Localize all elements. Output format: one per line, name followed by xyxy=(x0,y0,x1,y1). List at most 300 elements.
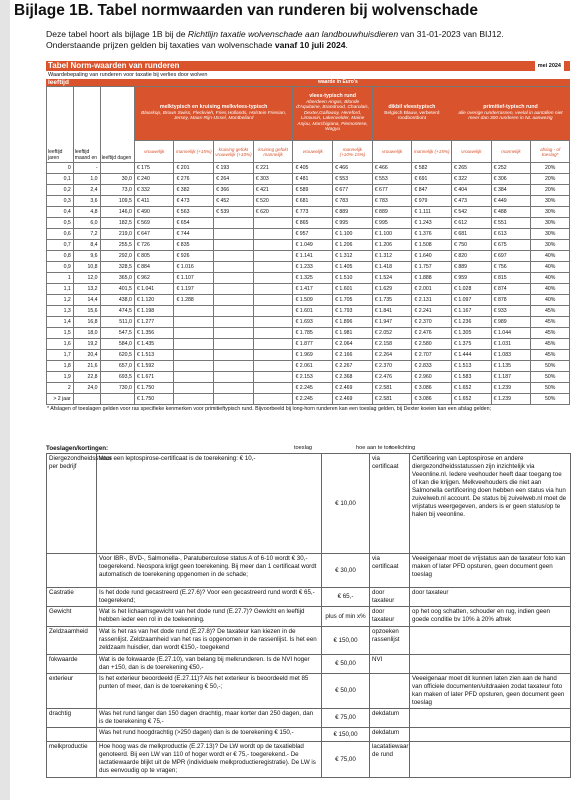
table-cell: 9,6 xyxy=(73,251,100,262)
table-row xyxy=(47,196,570,207)
table-cell: 45% xyxy=(531,350,570,361)
table-cell: € 563 xyxy=(174,207,214,218)
table-cell: € 1.785 xyxy=(293,328,333,339)
subheader-cell: vrouwelijk xyxy=(293,141,333,163)
table-cell: € 332 xyxy=(134,185,174,196)
table-cell: € 1.031 xyxy=(491,339,531,350)
table-cell: € 884 xyxy=(134,262,174,273)
group-primitive xyxy=(452,87,570,141)
surcharge-col-how: hoe aan te ton xyxy=(356,445,392,451)
table-cell xyxy=(253,218,293,229)
table-cell: 547,5 xyxy=(100,328,134,339)
table-row xyxy=(47,317,570,328)
table-cell: 73,0 xyxy=(100,185,134,196)
table-cell: € 322 xyxy=(452,174,492,185)
surcharge-note: door taxateur xyxy=(410,588,571,607)
table-cell: € 889 xyxy=(452,262,492,273)
table-cell: € 2.061 xyxy=(293,361,333,372)
table-cell: € 962 xyxy=(134,273,174,284)
table-cell: € 1.671 xyxy=(134,372,174,383)
table-cell: 4,8 xyxy=(73,207,100,218)
table-cell xyxy=(214,284,254,295)
table-cell: € 2.476 xyxy=(372,372,412,383)
table-group-header xyxy=(47,87,570,141)
table-cell: € 1.583 xyxy=(452,372,492,383)
table-cell: 30% xyxy=(531,207,570,218)
table-cell xyxy=(174,361,214,372)
table-cell: € 1.375 xyxy=(452,339,492,350)
table-cell: € 835 xyxy=(174,240,214,251)
table-cell: € 847 xyxy=(412,185,452,196)
table-cell xyxy=(100,394,134,405)
table-cell: 21,6 xyxy=(73,361,100,372)
surcharge-col-amount: toeslag xyxy=(294,445,313,451)
group-beef xyxy=(293,87,372,141)
table-cell: 0,1 xyxy=(47,174,74,185)
table-cell: 16,8 xyxy=(73,317,100,328)
table-cell: € 1.877 xyxy=(293,339,333,350)
table-cell xyxy=(214,218,254,229)
table-cell: € 2.469 xyxy=(333,394,373,405)
table-row xyxy=(47,262,570,273)
table-cell: € 995 xyxy=(333,218,373,229)
group-double-muscled-breeds: Belgisch Blauw, verbeterd roodbontbont xyxy=(384,110,440,122)
table-cell: € 620 xyxy=(253,207,293,218)
table-cell: € 481 xyxy=(293,174,333,185)
table-cell: € 677 xyxy=(333,185,373,196)
table-cell: 1,4 xyxy=(47,317,74,328)
table-cell: € 979 xyxy=(412,196,452,207)
table-cell xyxy=(253,229,293,240)
table-cell: 584,0 xyxy=(100,339,134,350)
table-cell: 0,5 xyxy=(47,218,74,229)
table-cell: 438,0 xyxy=(100,295,134,306)
table-cell: € 1.435 xyxy=(134,339,174,350)
table-cell: 219,0 xyxy=(100,229,134,240)
sheet-title-bar xyxy=(46,61,570,71)
group-beef-title: vlees-typisch rund xyxy=(309,92,356,99)
surcharge-cat: melkproductie xyxy=(47,742,97,778)
surcharge-row xyxy=(47,607,571,627)
table-cell xyxy=(174,317,214,328)
table-cell xyxy=(174,394,214,405)
table-cell xyxy=(174,328,214,339)
table-cell: € 1.312 xyxy=(372,251,412,262)
table-cell: 1,3 xyxy=(47,306,74,317)
table-cell: € 265 xyxy=(452,163,492,174)
table-cell xyxy=(214,295,254,306)
table-cell xyxy=(174,306,214,317)
table-cell: 13,2 xyxy=(73,284,100,295)
surcharge-how xyxy=(370,674,410,709)
table-cell: € 2.580 xyxy=(412,339,452,350)
table-cell: € 2.241 xyxy=(412,306,452,317)
table-cell: € 466 xyxy=(372,163,412,174)
subheader-cell: mannelijk (+15%) xyxy=(174,141,214,163)
table-cell xyxy=(253,361,293,372)
table-cell xyxy=(174,372,214,383)
table-cell: € 933 xyxy=(491,306,531,317)
table-cell: € 452 xyxy=(214,196,254,207)
table-cell: € 2.131 xyxy=(412,295,452,306)
surcharge-note: Veeeigenaar moet dit kunnen laten zien aan de hand van officiele documenten/uitdraaien zodat taxateur foto kan maken of later PFD opsturen, geen document geen toeslag xyxy=(410,674,571,709)
table-cell: 45% xyxy=(531,317,570,328)
table-row xyxy=(47,251,570,262)
table-cell xyxy=(214,394,254,405)
table-cell: 24,0 xyxy=(73,383,100,394)
table-cell: € 2.581 xyxy=(372,383,412,394)
table-cell: € 677 xyxy=(372,185,412,196)
table-cell: € 2.267 xyxy=(333,361,373,372)
surcharge-amt: plus of min x% xyxy=(322,607,370,627)
table-row xyxy=(47,372,570,383)
surcharge-desc: Hoe hoog was de melkproductie (E.27.13)? De LW wordt op de taxatieblad genoteerd. Bij een LW van 110 of hoger wordt er € 75,- toegerekend.- De lactatiewaarde blijkt uit de MPR (individuele melkproductieregistratie). De LW is dus eenvoudig op te vragen; xyxy=(97,742,322,778)
table-cell: € 473 xyxy=(174,196,214,207)
table-cell xyxy=(253,262,293,273)
table-cell: € 520 xyxy=(253,196,293,207)
table-cell xyxy=(214,383,254,394)
table-cell: € 1.601 xyxy=(293,306,333,317)
surcharge-table-body xyxy=(47,454,571,778)
table-cell: € 744 xyxy=(174,229,214,240)
table-cell: 109,5 xyxy=(100,196,134,207)
table-cell: € 1.135 xyxy=(491,361,531,372)
table-row xyxy=(47,174,570,185)
intro-line-2-end: . xyxy=(345,40,348,50)
surcharge-amt: € 50,00 xyxy=(322,674,370,709)
table-row xyxy=(47,328,570,339)
subheader-cell: mannelijk (+10%-15%) xyxy=(333,141,373,163)
table-cell: € 1.083 xyxy=(491,350,531,361)
table-cell: € 1.640 xyxy=(412,251,452,262)
table-cell xyxy=(214,361,254,372)
surcharge-cat: Castratie xyxy=(47,588,97,607)
table-cell: € 1.197 xyxy=(174,284,214,295)
table-cell: 1,0 xyxy=(73,174,100,185)
table-cell: 20,4 xyxy=(73,350,100,361)
table-cell: € 989 xyxy=(491,317,531,328)
surcharge-desc: Wat is de fokwaarde (E.27.10), van belang bij melkrunderen. Is de NVI hoger dan +150, dan is de toerekening €50,- xyxy=(97,655,322,674)
table-cell: € 201 xyxy=(174,163,214,174)
table-cell: € 2.370 xyxy=(372,361,412,372)
group-dairy-breeds: Blaarkop, Brown Swiss, Fleckvieh, Fries,Hollands, Holstein Friesian, Jersey, Maas-Rijn-IJssel, Montbeliard xyxy=(141,110,287,122)
table-cell: 328,5 xyxy=(100,262,134,273)
table-cell: 1,7 xyxy=(47,350,74,361)
subheader-cell: mannelijk (+15%) xyxy=(412,141,452,163)
surcharge-how: dekdatum xyxy=(370,709,410,728)
table-cell: € 1.418 xyxy=(372,262,412,273)
surcharge-how: NVI xyxy=(370,655,410,674)
table-cell: 0,8 xyxy=(47,251,74,262)
table-cell: € 889 xyxy=(333,207,373,218)
table-cell: € 1.044 xyxy=(491,328,531,339)
table-cell: € 1.206 xyxy=(372,240,412,251)
table-cell: € 2.052 xyxy=(372,328,412,339)
table-cell xyxy=(214,251,254,262)
table-cell: € 681 xyxy=(452,229,492,240)
surcharge-row xyxy=(47,655,571,674)
table-cell: € 691 xyxy=(412,174,452,185)
table-cell: € 449 xyxy=(491,196,531,207)
table-cell: € 1.757 xyxy=(412,262,452,273)
table-cell: € 466 xyxy=(333,163,373,174)
table-cell: € 366 xyxy=(214,185,254,196)
table-cell: € 1.325 xyxy=(293,273,333,284)
table-cell: € 1.444 xyxy=(452,350,492,361)
surcharge-amt: € 150,00 xyxy=(322,627,370,655)
surcharge-amt: € 10,00 xyxy=(322,454,370,554)
table-cell: € 264 xyxy=(214,174,254,185)
surcharge-amt: € 75,00 xyxy=(322,742,370,778)
table-cell: 1,1 xyxy=(47,284,74,295)
table-cell: € 2.001 xyxy=(412,284,452,295)
table-cell xyxy=(214,350,254,361)
norm-table-sheet xyxy=(46,61,570,414)
table-row xyxy=(47,240,570,251)
table-cell: € 1.167 xyxy=(452,306,492,317)
group-double-muscled-title: dikbil vleestypisch xyxy=(388,104,436,111)
table-cell: € 1.896 xyxy=(333,317,373,328)
table-cell: 40% xyxy=(531,273,570,284)
table-cell: € 1.097 xyxy=(452,295,492,306)
group-primitive-breeds: alle overige runderrassen, veelal in aantallen niet meer dan 300 runderen in NL aanwezig xyxy=(458,110,563,122)
surcharge-note xyxy=(410,742,571,778)
table-cell: € 1.652 xyxy=(452,394,492,405)
surcharge-col-explanation: toelichting xyxy=(390,445,416,451)
table-cell xyxy=(253,394,293,405)
surcharge-desc: Is het exterieur beoordeeld (E.27.11)? Als het exterieur is beoordeeld met 85 punten of meer, dan is de toerekening € 50,-; xyxy=(97,674,322,709)
table-cell: € 175 xyxy=(134,163,174,174)
table-cell: € 926 xyxy=(174,251,214,262)
table-cell: 1,5 xyxy=(47,328,74,339)
table-cell xyxy=(253,251,293,262)
table-cell: € 613 xyxy=(491,229,531,240)
table-cell: 693,5 xyxy=(100,372,134,383)
table-cell: € 1.888 xyxy=(412,273,452,284)
surcharge-how: lacatatiewaar de rund xyxy=(370,742,410,778)
surcharge-row xyxy=(47,742,571,778)
table-cell: € 1.750 xyxy=(134,383,174,394)
table-cell: € 1.750 xyxy=(134,394,174,405)
table-row xyxy=(47,273,570,284)
table-cell: € 1.120 xyxy=(134,295,174,306)
table-cell: € 252 xyxy=(491,163,531,174)
table-cell: 40% xyxy=(531,284,570,295)
age-bar-label: leeftijd xyxy=(48,79,69,86)
surcharge-desc: Wat is het ras van het dode rund (E.27.8)? De taxateur kan kiezen in de rassenlijst. Zeldzaamheid van het ras is opgenomen in de rassenlijst. Is het een zeldzaam huisdier, dan wordt €150,- toegekend xyxy=(97,627,322,655)
table-cell: 1,9 xyxy=(47,372,74,383)
table-cell: € 553 xyxy=(333,174,373,185)
table-cell: 2,4 xyxy=(73,185,100,196)
surcharge-note: Certificering van Leptospirose en andere diergezondheidsstatussen zijn inzichtelijk via Veeonline.nl. Iedere veehouder heeft daar toegang toe of kan die krijgen. Melkveehouders die niet aan Salmonella certificering doen hebben een status via hun zuivelweb.nl account. De status bij zuivelweb.nl moet de vrijstatus weergegeven, anders is er geen status/op te halen bij veeonline. xyxy=(410,454,571,554)
surcharge-row xyxy=(47,627,571,655)
sheet-title: Tabel Norm-waarden van runderen xyxy=(48,61,180,70)
table-cell: € 783 xyxy=(372,196,412,207)
table-cell: € 1.513 xyxy=(452,361,492,372)
table-cell: 3,6 xyxy=(73,196,100,207)
surcharge-note: Veeeigenaar moet de vrijstatus aan de taxateur foto kan maken of later PFD opsturen, geen document geen toeslag xyxy=(410,554,571,588)
table-cell: € 889 xyxy=(372,207,412,218)
table-cell: € 1.652 xyxy=(452,383,492,394)
table-cell: € 874 xyxy=(491,284,531,295)
table-cell xyxy=(214,317,254,328)
table-cell: € 2.368 xyxy=(333,372,373,383)
table-cell xyxy=(253,328,293,339)
table-cell: € 612 xyxy=(452,218,492,229)
table-cell: € 1.111 xyxy=(412,207,452,218)
surcharge-note: op het oog schatten, schouder en rug, indien geen goede conditie bv 10% à 20% aftrek xyxy=(410,607,571,627)
table-cell xyxy=(214,262,254,273)
table-row xyxy=(47,229,570,240)
table-cell: € 1.107 xyxy=(174,273,214,284)
table-cell xyxy=(253,339,293,350)
table-cell: 18,0 xyxy=(73,328,100,339)
table-cell: € 2.064 xyxy=(333,339,373,350)
table-cell: 30% xyxy=(531,196,570,207)
table-cell: € 726 xyxy=(134,240,174,251)
surcharge-cat: Diergezondheidsstatus per bedrijf xyxy=(47,454,97,554)
subheader-cell: mannelijk xyxy=(491,141,531,163)
table-cell: 20% xyxy=(531,163,570,174)
group-beef-breeds: Aberdeen Angus, Blonde d'Aquitaine, Brandrood, Charolais, Dexter,Galloway, Hereford, Limousin, Lakenvelder, Maine Anjou, Marchigiana, Piemontese, Wagyu xyxy=(296,99,370,133)
table-row xyxy=(47,306,570,317)
table-cell: € 1.312 xyxy=(333,251,373,262)
norm-table-body xyxy=(47,163,570,405)
table-cell: € 1.969 xyxy=(293,350,333,361)
table-cell: € 2.153 xyxy=(293,372,333,383)
table-cell: 50% xyxy=(531,361,570,372)
table-cell xyxy=(253,240,293,251)
group-primitive-title: primitief-typisch rund xyxy=(483,104,538,111)
subheader-cell: kruising gefokt mannelijk xyxy=(253,141,293,163)
table-cell: 511,0 xyxy=(100,317,134,328)
table-cell: 15,6 xyxy=(73,306,100,317)
table-cell: € 488 xyxy=(491,207,531,218)
intro-line-1-emphasis: Richtlijn taxatie wolvenschade aan landbouwhuisdieren xyxy=(187,29,399,39)
table-cell: 45% xyxy=(531,306,570,317)
intro-line-2-start: Onderstaande prijzen gelden bij taxaties van wolvenschade xyxy=(46,40,275,50)
table-cell: 2 xyxy=(47,383,74,394)
age-bar xyxy=(46,79,570,86)
surcharge-amt: € 150,00 xyxy=(322,728,370,742)
table-cell: - xyxy=(73,163,100,174)
surcharge-desc: Was het rund langer dan 150 dagen drachtig, maar korter dan 250 dagen, dan is de toerekening € 75,- xyxy=(97,709,322,728)
subheader-cell: vrouwelijk xyxy=(372,141,412,163)
surcharge-how: via certificaat xyxy=(370,554,410,588)
table-cell: € 1.236 xyxy=(452,317,492,328)
table-cell xyxy=(214,339,254,350)
table-cell: 30,0 xyxy=(100,174,134,185)
surcharge-how: via certificaat xyxy=(370,454,410,554)
surcharge-note xyxy=(410,627,571,655)
value-in-euro-label: waarde in Euro's xyxy=(318,79,358,85)
table-footnote: * Afslagen of toeslagen gelden voor ras specifieke kenmerken voor primitieftypisch rund. Bijvoorbeeld bij long-horn runderen kan een toeslag gelden, bij Dexter koeien kan een afslag gelden; xyxy=(47,406,492,412)
table-cell: € 1.841 xyxy=(372,306,412,317)
group-dairy xyxy=(134,87,293,141)
table-cell: € 1.509 xyxy=(293,295,333,306)
table-cell: € 1.100 xyxy=(333,229,373,240)
table-cell: € 820 xyxy=(452,251,492,262)
table-cell: € 865 xyxy=(293,218,333,229)
sheet-subtitle: Waardebepaling van runderen voor taxatie bij verlies door wolven xyxy=(48,72,208,78)
table-cell xyxy=(253,372,293,383)
table-cell: € 276 xyxy=(174,174,214,185)
table-cell: € 1.305 xyxy=(452,328,492,339)
table-cell: 365,0 xyxy=(100,273,134,284)
table-cell: 0,7 xyxy=(47,240,74,251)
table-cell: 50% xyxy=(531,394,570,405)
surcharge-how: door taxateur xyxy=(370,607,410,627)
surcharge-how: dekdatum xyxy=(370,728,410,742)
table-cell: € 2.581 xyxy=(372,394,412,405)
table-cell: € 654 xyxy=(174,218,214,229)
intro-text xyxy=(46,29,504,51)
table-cell: 1,8 xyxy=(47,361,74,372)
table-cell: € 2.245 xyxy=(293,383,333,394)
table-cell xyxy=(253,273,293,284)
table-cell: € 1.981 xyxy=(333,328,373,339)
table-cell: € 1.277 xyxy=(134,317,174,328)
table-cell: € 382 xyxy=(174,185,214,196)
surcharge-cat xyxy=(47,728,97,742)
table-cell: € 551 xyxy=(491,218,531,229)
table-cell: € 569 xyxy=(134,218,174,229)
table-cell xyxy=(174,339,214,350)
table-cell: € 995 xyxy=(372,218,412,229)
table-cell: € 473 xyxy=(452,196,492,207)
table-cell: 0 xyxy=(47,163,74,174)
surcharge-note xyxy=(410,709,571,728)
table-cell: 30% xyxy=(531,218,570,229)
table-cell: 255,5 xyxy=(100,240,134,251)
table-cell: € 815 xyxy=(491,273,531,284)
table-cell: € 1.513 xyxy=(134,350,174,361)
table-cell: 30% xyxy=(531,240,570,251)
table-cell: € 1.629 xyxy=(372,284,412,295)
surcharge-row xyxy=(47,674,571,709)
table-cell: € 490 xyxy=(134,207,174,218)
table-cell: 8,4 xyxy=(73,240,100,251)
header-age-months: leeftijd maand en xyxy=(73,87,100,163)
table-cell xyxy=(214,273,254,284)
header-age-days: leeftijd dagen xyxy=(100,87,134,163)
table-cell: € 1.288 xyxy=(174,295,214,306)
table-cell: € 1.524 xyxy=(372,273,412,284)
subheader-cell: kruising gefokt vrouwelijk (+10%) xyxy=(214,141,254,163)
table-cell: € 1.793 xyxy=(333,306,373,317)
table-cell: 7,2 xyxy=(73,229,100,240)
table-cell: € 240 xyxy=(134,174,174,185)
surcharge-desc: Voor een leptospirose-certificaat is de toerekening: € 10,- xyxy=(97,454,322,554)
table-cell: 401,5 xyxy=(100,284,134,295)
table-cell: € 1.016 xyxy=(174,262,214,273)
table-cell: € 773 xyxy=(293,207,333,218)
table-row xyxy=(47,163,570,174)
surcharge-note xyxy=(410,655,571,674)
header-age-years: leeftijd jaren xyxy=(47,87,74,163)
table-cell: € 306 xyxy=(491,174,531,185)
surcharge-table-wrap xyxy=(46,453,571,778)
table-cell: € 2.960 xyxy=(412,372,452,383)
table-cell: € 1.100 xyxy=(372,229,412,240)
table-cell: € 697 xyxy=(491,251,531,262)
table-cell: € 1.141 xyxy=(293,251,333,262)
surcharge-how: door taxateur xyxy=(370,588,410,607)
table-cell xyxy=(174,350,214,361)
table-row xyxy=(47,207,570,218)
intro-line-2-date: vanaf 10 juli 2024 xyxy=(274,40,346,50)
table-cell: € 3.086 xyxy=(412,394,452,405)
